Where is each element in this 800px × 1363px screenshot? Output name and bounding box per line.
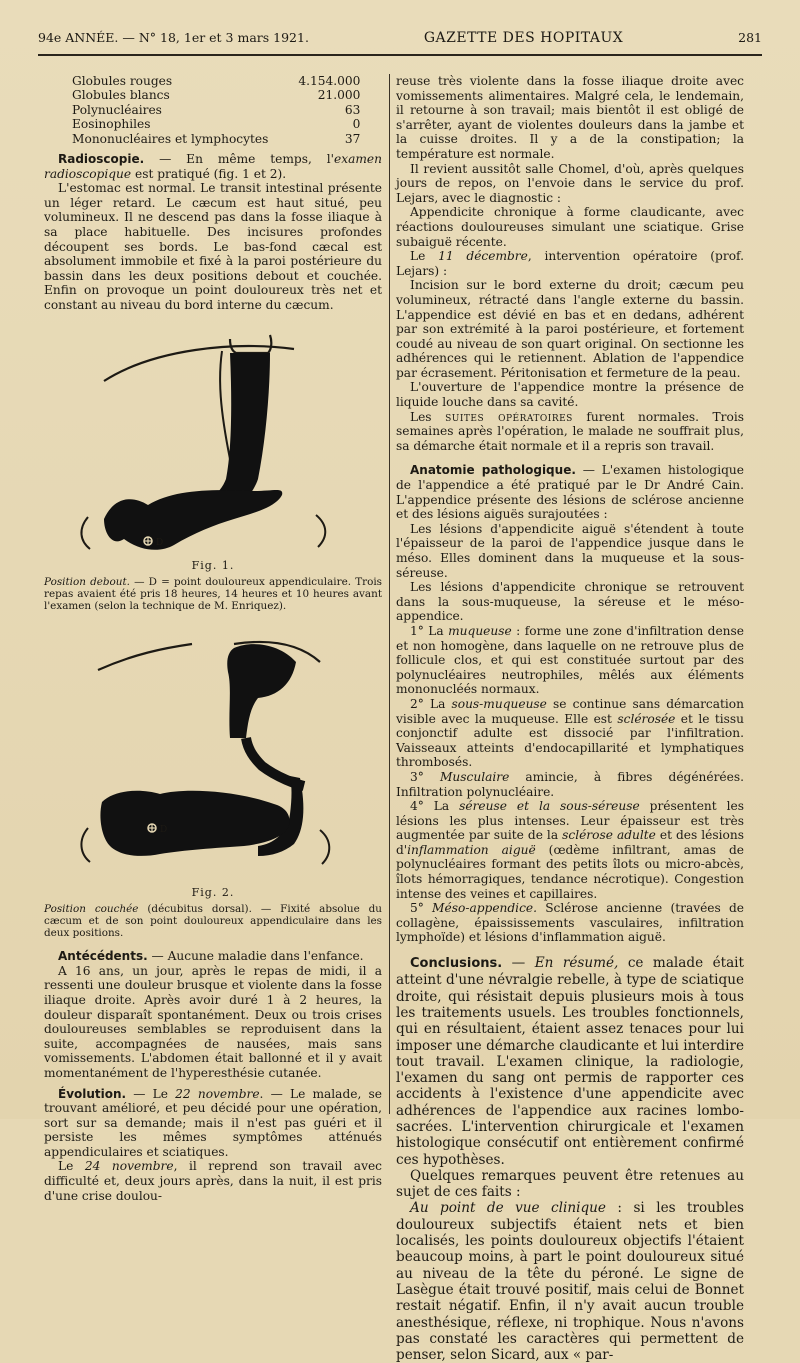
continuation-paragraph: reuse très violente dans la fosse iliaque droite avec vomissements alimentaires. Malgré cela, le lendemain, il retourne à son travail; mais bientôt il est obligé de s'arrêter, ayant de violentes douleurs dans la jambe et la cuisse droites. Il y a de la constipation; la température est normale. bbox=[396, 74, 744, 161]
lesion-4: 4° La séreuse et la sous-séreuse présentent les lésions les plus intenses. Leur épaisseur est très augmentée par suite de la sclérose adulte et des lésions d'inflammation aiguë (œdème infiltrant, amas de polynucléaires formant des petits îlots ou micro-abcès, îlots hémorragiques, tendance nécrotique). Congestion intense des veines et capillaires. bbox=[396, 799, 745, 901]
conclusions-paragraph: Conclusions. — En résumé, ce malade était atteint d'une névralgie rebelle, à type de sciatique droite, qui résistait depuis plusieurs mois à tous les traitements usuels. Les troubles fonctionnels, qui en résultaient, étaient assez tenaces pour lui imposer une démarche claudicante et lui interdire tout travail. L'examen clinique, la radiologie, l'examen du sang ont permis de rapporter ces accidents à l'existence d'une appendicite avec adhérences de l'appendice aux racines lombo-sacrées. L'intervention chirurgicale et l'examen histologique consécutif ont entièrement confirmé ces hypothèses. bbox=[396, 955, 744, 1168]
blood-label: Globules rouges bbox=[72, 74, 173, 88]
incision-paragraph: Incision sur le bord externe du droit; cæcum peu volumineux, rétracté dans l'angle externe du bassin. L'appendice est dévié en bas et en dedans, adhérent par son extrémité à la paroi postérieure, et fortement coudé au niveau de son quart original. On sectionne les adhérences qui le retiennent. Ablation de l'appendice par écrasement. Péritonisation et fermeture de la peau. bbox=[396, 278, 744, 380]
fig2-caption: Position couchée (décubitus dorsal). — Fixité absolue du cæcum et de son point douloureux appendiculaire dans les deux positions. bbox=[44, 902, 382, 939]
fig1-d-label: D bbox=[156, 537, 164, 548]
blood-value: 0 bbox=[352, 117, 361, 132]
diagnostic-paragraph: Appendicite chronique à forme claudicante, avec réactions douloureuses simulant une sciatique. Grise subaiguë récente. bbox=[396, 205, 744, 249]
clinique-paragraph: Au point de vue clinique : si les troubles douloureux subjectifs étaient nets et bien localisés, les points douloureux objectifs l'étaient beaucoup moins, à part le point douloureux situé au niveau de la tête du péroné. Le signe de Lasègue était trouvé positif, mais celui de Bonnet restait négatif. Enfin, il n'y avait aucun trouble anesthésique, réflexe, ni trophique. Nous n'avons pas constaté les caractères qui permettent de penser, selon Sicard, aux « par- bbox=[396, 1200, 745, 1363]
quelques-paragraph: Quelques remarques peuvent être retenues au sujet de ces faits : bbox=[396, 1167, 744, 1201]
figure-2 bbox=[44, 618, 382, 939]
conclusions-heading: Conclusions. bbox=[410, 956, 503, 972]
left-column bbox=[44, 74, 382, 1203]
radioscopie-paragraph: Radioscopie. — En même temps, l'examen radioscopique est pratiqué (fig. 1 et 2). bbox=[44, 152, 382, 181]
evolution-paragraph-1: Évolution. — Le 22 novembre. — Le malade, se trouvant amélioré, et peu décidé pour une opération, sort sur sa demande; mais il n'est pas guéri et il persiste les mêmes symptômes atténués appendiculaires et sciatiques. bbox=[44, 1086, 382, 1159]
figure-2-radiograph bbox=[44, 618, 382, 880]
antecedents-body: A 16 ans, un jour, après le repas de midi, il a ressenti une douleur brusque et violente dans la fosse iliaque droite. Après avoir duré 1 à 2 heures, la douleur disparaît spontanément. Deux ou trois crises douloureuses semblables se reproduisent dans la suite, accompagnées de nausées, mais sans vomissements. L'abdomen était ballonné et il y avait momentanément de l'hyperesthésie cutanée. bbox=[44, 963, 382, 1080]
blood-row bbox=[72, 103, 360, 117]
aigue-paragraph: Les lésions d'appendicite aiguë s'étendent à toute l'épaisseur de la paroi de l'appendice jusque dans le méso. Elles dominent dans la muqueuse et la sous-séreuse. bbox=[396, 521, 744, 580]
blood-label: Mononucléaires et lymphocytes bbox=[72, 131, 269, 146]
issue-info: 94e ANNÉE. — N° 18, 1er et 3 mars 1921. bbox=[38, 30, 309, 45]
blood-row bbox=[72, 132, 360, 146]
blood-row bbox=[72, 117, 360, 131]
blood-count-table bbox=[72, 74, 360, 146]
fig1-caption: Position debout. — D = point douloureux appendiculaire. Trois repas avaient été pris 18 heures, 14 heures et 10 heures avant l'examen (selon la technique de M. Enriquez). bbox=[44, 575, 383, 613]
right-column bbox=[396, 74, 744, 1363]
header-rule bbox=[38, 54, 762, 56]
lesion-2: 2° La sous-muqueuse se continue sans démarcation visible avec la muqueuse. Elle est sclérosée et le tissu conjonctif adulte est dissocié par l'infiltration. Vaisseaux atteints d'endocapillarité et lymphatiques thrombosés. bbox=[396, 696, 744, 770]
column-divider bbox=[389, 74, 390, 1114]
page-header bbox=[38, 30, 762, 50]
radioscopie-heading: Radioscopie. bbox=[58, 152, 145, 167]
evolution-heading: Évolution. bbox=[58, 1086, 127, 1101]
lesion-3: 3° Musculaire amincie, à fibres dégénérées. Infiltration polynucléaire. bbox=[396, 769, 744, 799]
lesion-5: 5° Méso-appendice. Sclérose ancienne (travées de collagène, épaississements vasculaires, infiltration lymphoïde) et lésions d'inflammation aiguë. bbox=[396, 901, 744, 945]
blood-row bbox=[72, 88, 360, 102]
radioscopie-body: L'estomac est normal. Le transit intestinal présente un léger retard. Le cæcum est haut situé, peu volumineux. Il ne descend pas dans la fosse iliaque à sa place habituelle. Des incisures profondes découpent ses bords. Le bas-fond cæcal est absolument immobile et fixé à la paroi postérieure du bassin dans les deux positions debout et couchée. Enfin on provoque un point douloureux très net et constant au niveau du bord interne du cæcum. bbox=[44, 181, 382, 312]
blood-value: 63 bbox=[344, 102, 361, 117]
page-number: 281 bbox=[738, 30, 762, 45]
lesion-1: 1° La muqueuse : forme une zone d'infiltration dense et non homogène, dans laquelle on ne retrouve plus de follicule clos, et qui est constituée surtout par des polynucléaires neutrophiles, mêlés aux éléments mononucléés normaux. bbox=[396, 623, 744, 697]
fig2-label: Fig. 2. bbox=[191, 885, 235, 899]
conclusions-section bbox=[396, 955, 744, 1363]
fig1-label: Fig. 1. bbox=[191, 559, 235, 573]
chronique-paragraph: Les lésions d'appendicite chronique se retrouvent dans la sous-muqueuse, la séreuse et le méso-appendice. bbox=[396, 580, 744, 624]
figure-1 bbox=[44, 319, 382, 613]
journal-title: GAZETTE DES HOPITAUX bbox=[423, 30, 624, 46]
blood-label: Eosinophiles bbox=[72, 117, 151, 132]
blood-value: 21.000 bbox=[317, 88, 361, 103]
revient-paragraph: Il revient aussitôt salle Chomel, d'où, après quelques jours de repos, on l'envoie dans le service du prof. Lejars, avec le diagnostic : bbox=[396, 161, 744, 205]
ouverture-paragraph: L'ouverture de l'appendice montre la présence de liquide louche dans sa cavité. bbox=[396, 380, 744, 410]
antecedents-lead: Antécédents. — Aucune maladie dans l'enfance. bbox=[58, 949, 364, 964]
fig2-d-label: D bbox=[160, 825, 168, 836]
suites-paragraph: Les suites opératoires furent normales. Trois semaines après l'opération, le malade ne souffrait plus, sa démarche était normale et il a repris son travail. bbox=[396, 409, 744, 453]
antecedents-heading: Antécédents. bbox=[58, 949, 148, 964]
blood-value: 4.154.000 bbox=[298, 74, 361, 88]
blood-row bbox=[72, 74, 360, 88]
operation-paragraph: Le 11 décembre, intervention opératoire (prof. Lejars) : bbox=[396, 249, 744, 278]
figure-1-radiograph bbox=[44, 319, 382, 554]
blood-label: Globules blancs bbox=[72, 88, 170, 103]
evolution-paragraph-2: Le 24 novembre, il reprend son travail avec difficulté et, deux jours après, dans la nuit, il est pris d'une crise doulou- bbox=[44, 1159, 382, 1203]
anatomie-paragraph: Anatomie pathologique. — L'examen histologique de l'appendice a été pratiqué par le Dr André Cain. L'appendice présente des lésions de sclérose ancienne et des lésions aiguës surajoutées : bbox=[396, 463, 744, 522]
anatomie-heading: Anatomie pathologique. bbox=[410, 463, 576, 478]
blood-value: 37 bbox=[344, 131, 361, 146]
blood-label: Polynucléaires bbox=[72, 102, 162, 117]
